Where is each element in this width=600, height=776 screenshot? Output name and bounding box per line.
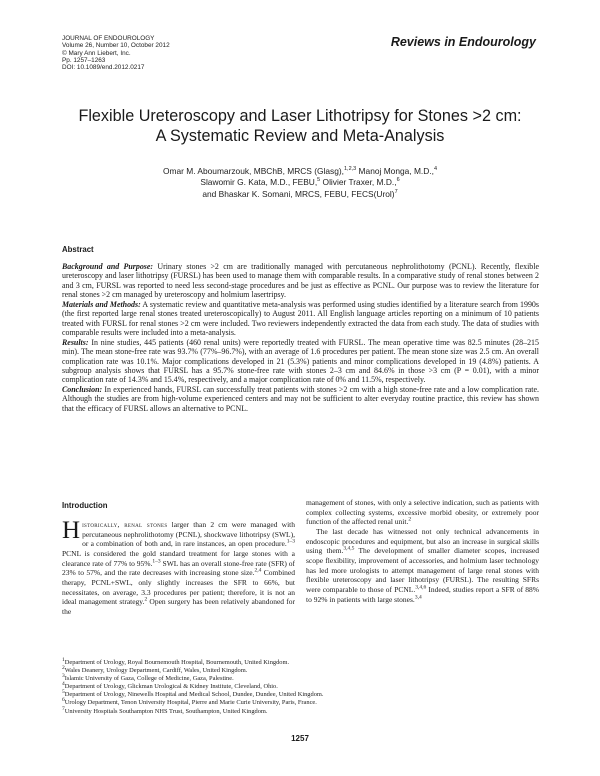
author-traxer: Olivier Traxer, M.D., — [320, 177, 397, 188]
author-kata: Slawomir G. Kata, M.D., FEBU, — [200, 177, 318, 188]
page-number: 1257 — [291, 734, 309, 743]
footnote — [62, 664, 539, 675]
abstract-conclusion-text: In experienced hands, FURSL can successfully treat patients with stones >2 cm with a high stone-free rate and a low complication rate. Although the studies are from high-volume experienced centers and may not be sufficient to alter everyday routine practice, this review has shown that the efficacy of FURSL allows an alternative to PCNL. — [62, 384, 539, 413]
journal-copyright: © Mary Ann Liebert, Inc. — [62, 49, 131, 57]
intro-text: larger than 2 cm were managed with percutaneous nephrolithotomy (PCNL), shockwave lithotripsy (SWL), or a combination of both and, in rare instances, an open procedure. — [82, 520, 295, 549]
author-affiliation-sup: 1,2,3 — [344, 166, 357, 173]
journal-volume: Volume 26, Number 10, October 2012 — [62, 42, 170, 50]
footnote-marker: 2 — [62, 664, 65, 671]
author-line-1 — [120, 166, 480, 177]
intro-text: Combined therapy, PCNL+SWL, only slightly increases the SFR to 66%, but necessitates, on average, 3.3 procedures per patient; therefore, it is not an ideal management strategy. — [62, 568, 296, 607]
affiliations-footnotes — [62, 656, 539, 716]
introduction-heading: Introduction — [62, 501, 108, 510]
intro-text: Indeed, studies report a SFR of 88% to 92% in patients with large stones. — [306, 584, 539, 604]
intro-smallcaps: istorically, renal stones — [82, 520, 168, 529]
author-affiliation-sup: 7 — [394, 188, 398, 195]
citation-sup: 1–3 — [286, 538, 295, 545]
abstract-results-text: In nine studies, 445 patients (460 renal units) were reportedly treated with FURSL. The mean operative time was 82.5 minutes (28–215 min). The mean stone-free rate was 93.7% (77%–96.7%), with an average of 1.6 procedures per patient. The mean stone size was 2.5 cm. An overall complication rate was 10.1%. Major complications developed in 21 (5.3%) patients and minor complications developed in 19 (4.8%) patients. A subgroup analysis shows that FURSL has a 95.7% stone-free rate with stones 2–3 cm and 84.6% in those >3 cm (P = 0.01), with a minor complication rate of 14.3% and 15.4%, respectively, and a major complication rate of 0% and 11.5%, respectively. — [62, 337, 539, 385]
author-monga: Manoj Monga, M.D., — [356, 166, 434, 176]
footnote-marker: 3 — [62, 673, 65, 680]
citation-sup: 3,4,5 — [343, 545, 355, 552]
footnote — [62, 699, 539, 707]
footnote-marker: 5 — [62, 689, 65, 696]
journal-info — [62, 35, 322, 71]
abstract-background-text: Urinary stones >2 cm are traditionally managed with percutaneous nephrolithotomy (PCNL). Recently, flexible ureteroscopy and laser lithotripsy (FURSL) has been used to manage them with comparable results. In a comparative study of renal stones between 2 and 3 cm, FURSL was reported to need less second-stage procedures and be just as effective as PCNL. Our purpose was to review the literature for renal stones >2 cm managed by ureteroscopy and holmium lasertripsy. — [62, 262, 539, 300]
abstract-heading: Abstract — [62, 245, 94, 254]
author-line-3 — [120, 189, 480, 200]
footnote — [62, 705, 539, 716]
author-affiliation-sup: 6 — [396, 177, 400, 184]
abstract-body — [62, 262, 539, 413]
footnote-text: Department of Urology, Royal Bournemouth Hospital, Bournemouth, United Kingdom. — [64, 659, 290, 666]
intro-text: management of stones, with only a selective indication, such as patients with complex collecting systems, excessive morbid obesity, or extremely poor function of the affected renal unit. — [306, 498, 539, 527]
title-line-1: Flexible Ureteroscopy and Laser Lithotripsy for Stones >2 cm: — [78, 107, 522, 125]
intro-text: SWL has an overall stone-free rate (SFR) of 23% to 57%, and the rate decreases with increasing stone size. — [62, 558, 295, 578]
intro-paragraph-1-continued — [306, 498, 539, 527]
footnote-marker: 1 — [62, 656, 65, 663]
journal-section-brand: Reviews in Endourology — [390, 35, 536, 49]
abstract-methods — [62, 300, 539, 338]
author-line-2 — [120, 177, 480, 188]
intro-paragraph-2 — [306, 527, 539, 604]
author-list — [120, 166, 480, 200]
footnote — [62, 656, 539, 667]
author-affiliation-sup: 5 — [317, 177, 321, 184]
citation-sup: 2 — [144, 596, 148, 603]
author-somani: and Bhaskar K. Somani, MRCS, FEBU, FECS(Urol) — [202, 188, 395, 199]
drop-cap: H — [62, 517, 81, 544]
footnote-text: Islamic University of Gaza, College of Medicine, Gaza, Palestine. — [64, 675, 234, 683]
abstract-background-label: Background and Purpose: — [62, 262, 154, 271]
citation-sup: 2 — [408, 516, 412, 523]
citation-sup: 2,4 — [254, 567, 262, 574]
footnote-marker: 7 — [62, 705, 65, 712]
intro-column-right — [306, 498, 539, 604]
abstract-results — [62, 338, 539, 385]
intro-text: The last decade has witnessed not only technical advancements in endoscopic procedures and equipment, but also an increase in surgical skills using them. — [306, 526, 539, 556]
intro-text: The development of smaller diameter scopes, increased scope flexibility, improvement of accessories, and holmium laser technology has led more urologists to attempt management of large renal stones with flexible ureteroscopy and laser lithotripsy (FURSL). The resulting SFRs were comparable to those of PCNL. — [306, 546, 539, 594]
abstract-conclusion-label: Conclusion: — [62, 384, 103, 394]
footnote-text: Urology Department, Tenon University Hospital, Pierre and Marie Curie University, Paris, France. — [64, 699, 317, 707]
journal-pages: Pp. 1257–1263 — [62, 56, 106, 64]
journal-name: JOURNAL OF ENDOUROLOGY — [62, 35, 155, 42]
intro-column-left — [62, 517, 296, 617]
intro-text: Open surgery has been relatively abandoned for the — [62, 597, 295, 616]
abstract-background — [62, 262, 539, 300]
footnote-text: Department of Urology, Ninewells Hospital and Medical School, Dundee, Dundee, United Kingdom. — [64, 691, 324, 699]
citation-sup: 1–3 — [152, 558, 161, 565]
article-title — [60, 106, 540, 146]
abstract-methods-text: A systematic review and quantitative meta-analysis was performed using studies identified by a literature search from 1990s (the first reported large renal stones treated ureteroscopically) to August 2011. All English language articles reporting on a minimum of 10 patients treated with FURSL for renal stones >2 cm were included. Two reviewers independently extracted the data from each study. The data of studies with comparable results were included into a meta-analysis. — [62, 299, 539, 338]
footnote-text: Department of Urology, Glickman Urological & Kidney Institute, Cleveland, Ohio. — [64, 683, 278, 691]
footnote-marker: 6 — [62, 697, 65, 704]
abstract-methods-label: Materials and Methods: — [62, 299, 141, 309]
citation-sup: 3,4 — [414, 594, 422, 601]
footnote-marker: 4 — [62, 681, 65, 688]
footnote-text: Wales Deanery, Urology Department, Cardiff, Wales, United Kingdom. — [64, 667, 248, 675]
author-affiliation-sup: 4 — [433, 166, 438, 173]
journal-doi: DOI: 10.1089/end.2012.0217 — [62, 64, 145, 72]
abstract-conclusion — [62, 385, 539, 413]
author-aboumarzouk: Omar M. Aboumarzouk, MBChB, MRCS (Glasg), — [162, 166, 344, 176]
footnote-text: University Hospitals Southampton NHS Trust, Southampton, United Kingdom. — [64, 707, 268, 715]
intro-paragraph-1 — [62, 517, 296, 617]
intro-text: PCNL is considered the gold standard treatment for large stones with a clearance rate of 77% to 95%. — [62, 548, 295, 568]
citation-sup: 3,4,6 — [415, 584, 427, 591]
abstract-results-label: Results: — [62, 337, 89, 347]
title-line-2: A Systematic Review and Meta-Analysis — [155, 127, 445, 145]
